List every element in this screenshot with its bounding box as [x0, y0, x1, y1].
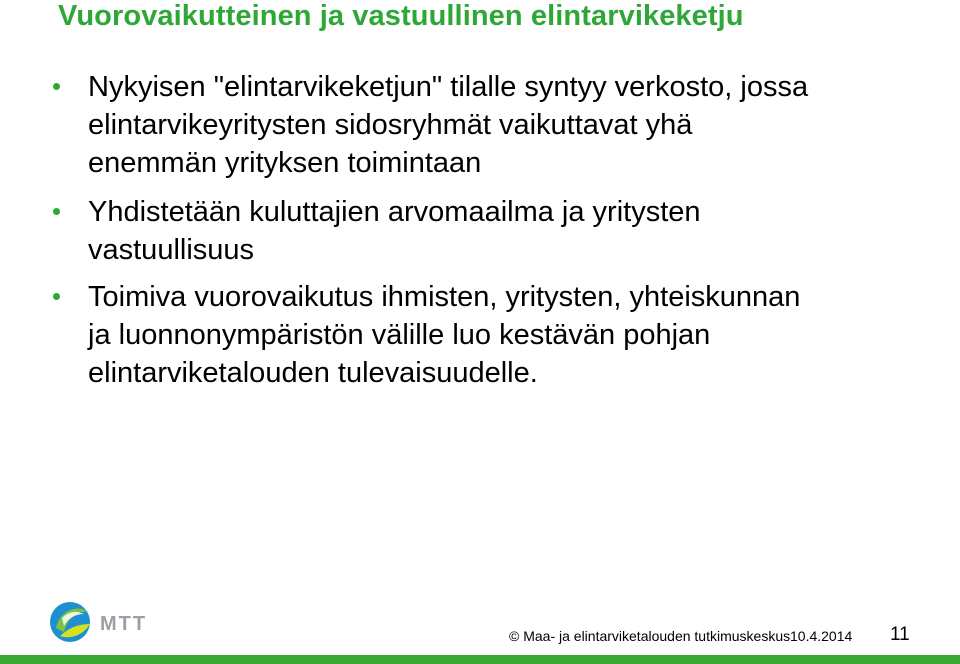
bullet-line: Yhdistetään kuluttajien arvomaailma ja yritysten: [88, 196, 701, 228]
bullet-line: vastuullisuus: [88, 234, 255, 266]
bullet-dot-icon: [53, 293, 60, 300]
slide-title: Vuorovaikutteinen ja vastuullinen elintarvikeketju: [58, 0, 744, 32]
bullet-item: [88, 278, 948, 392]
bullet-line: elintarvikeyritysten sidosryhmät vaikuttavat yhä: [88, 109, 693, 141]
logo-text: MTT: [100, 613, 148, 635]
bullet-line: Nykyisen "elintarvikeketjun" tilalle syntyy verkosto, jossa: [88, 71, 809, 103]
bullet-item: [88, 193, 948, 269]
bullet-line: enemmän yrityksen toimintaan: [88, 147, 482, 179]
bullet-item: [88, 68, 948, 182]
page-number: 11: [890, 624, 910, 645]
bottom-bar: [0, 655, 960, 664]
bullet-dot-icon: [53, 208, 60, 215]
mtt-logo: [46, 598, 166, 646]
bullet-line: Toimiva vuorovaikutus ihmisten, yritysten, yhteiskunnan: [88, 281, 801, 313]
footer-date: 10.4.2014: [790, 628, 853, 644]
bullet-line: elintarviketalouden tulevaisuudelle.: [88, 357, 538, 389]
bullet-dot-icon: [53, 83, 60, 90]
bullet-line: ja luonnonympäristön välille luo kestävän pohjan: [88, 319, 711, 351]
footer-copyright: © Maa- ja elintarviketalouden tutkimuskeskus: [509, 628, 791, 644]
